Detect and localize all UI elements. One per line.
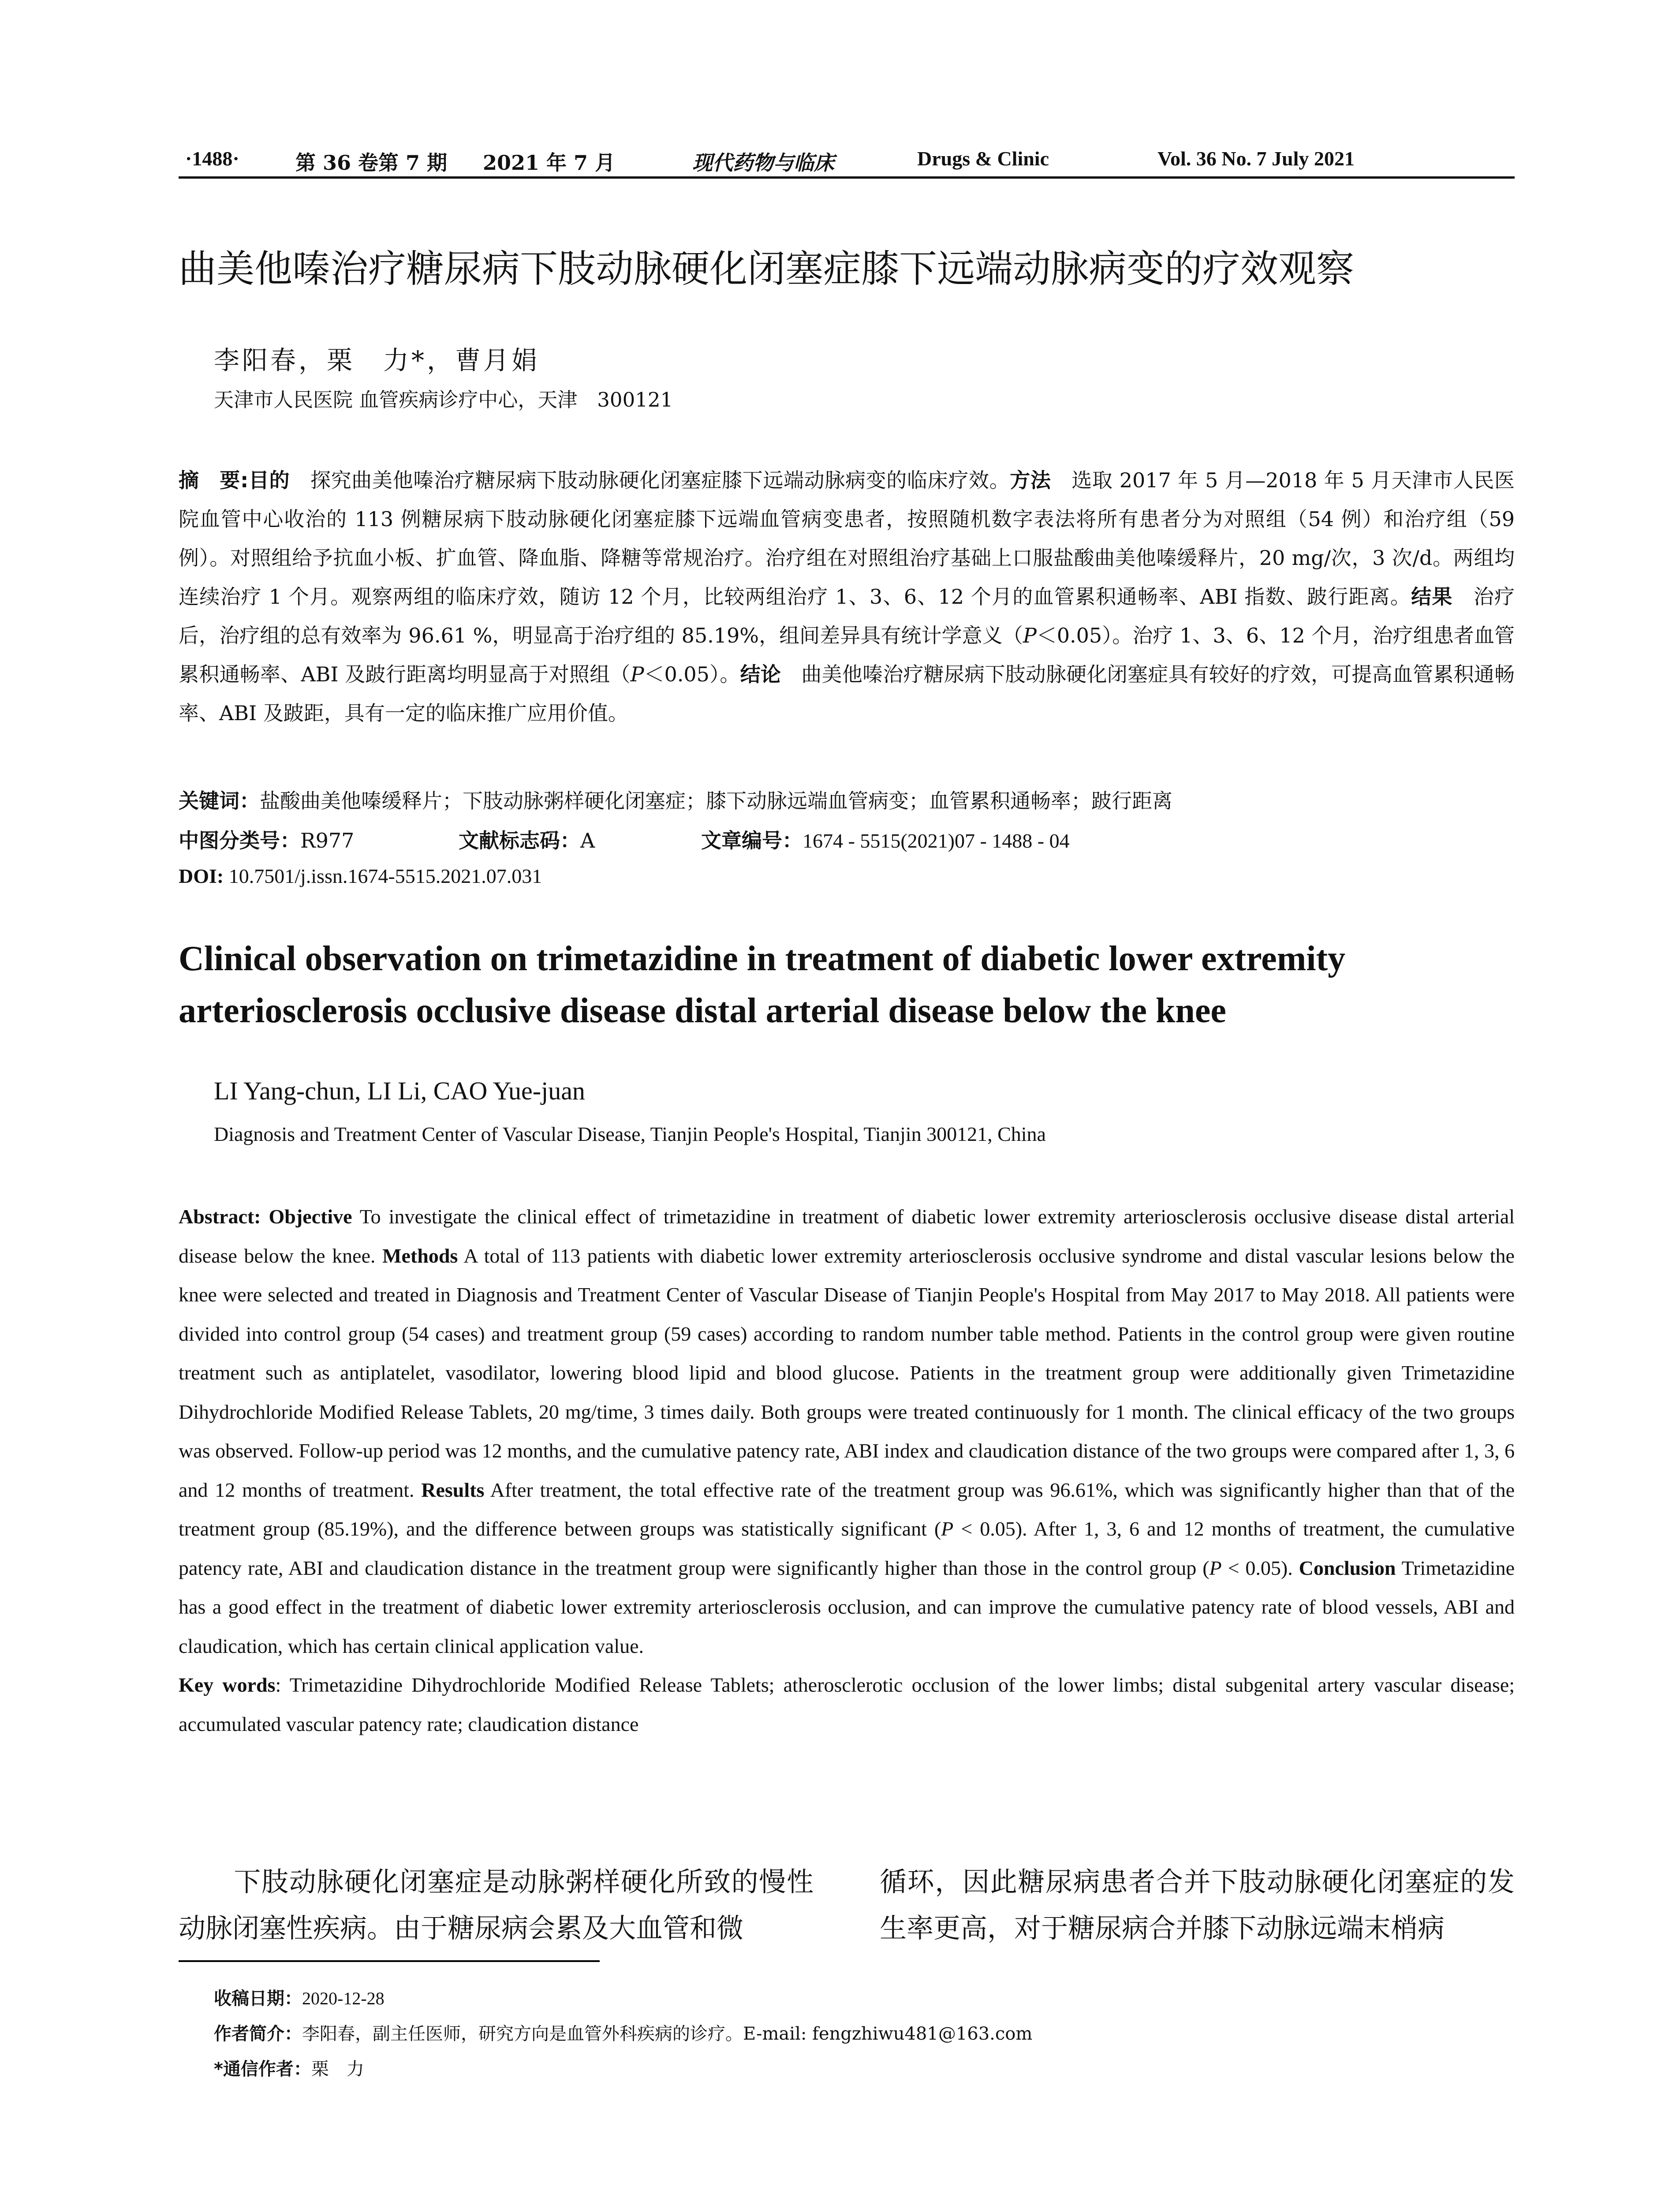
en-title: [179, 933, 1515, 1037]
doi: [179, 864, 542, 888]
cn-objective: 探究曲美他嗪治疗糖尿病下肢动脉硬化闭塞症膝下远端动脉病变的临床疗效。: [290, 468, 1010, 492]
received-label: 收稿日期：: [214, 1988, 302, 2009]
cn-results-b: ＜0.05）。治疗 1、3、6、12 个月，治疗组患者血管累积通畅率、ABI 及跛行距离均明显高于对照组（: [179, 624, 1515, 686]
en-p-symbol: P: [941, 1517, 954, 1540]
doi-value: 10.7501/j.issn.1674-5515.2021.07.031: [224, 865, 542, 887]
en-conclusion: Trimetazidine has a good effect in the treatment of diabetic lower extremity arteriosclerosis occlusion, and can improve the cumulative patency rate of blood vessels, ABI and claudication, which has certain clinical application value.: [179, 1556, 1515, 1657]
cn-conclusion: 曲美他嗪治疗糖尿病下肢动脉硬化闭塞症具有较好的疗效，可提高血管累积通畅率、ABI 及跛距，具有一定的临床推广应用价值。: [179, 662, 1515, 725]
page-number: ·1488·: [185, 147, 239, 170]
cn-keywords-label: 关键词：: [179, 789, 260, 813]
en-results-c: < 0.05).: [1221, 1556, 1299, 1579]
received-date: 2020-12-28: [302, 1988, 385, 2008]
cn-article-number: [701, 825, 1070, 854]
cn-methods-label: 方法: [1010, 468, 1051, 492]
footnote-received: [214, 1984, 385, 2010]
corresponding-author: 栗 力: [311, 2059, 364, 2079]
footnote-bio: [214, 2020, 1032, 2045]
cn-conclusion-label: 结论: [740, 662, 781, 686]
cn-title: 曲美他嗪治疗糖尿病下肢动脉硬化闭塞症膝下远端动脉病变的疗效观察: [179, 247, 1354, 291]
body-column-right: 循环，因此糖尿病患者合并下肢动脉硬化闭塞症的发生率更高，对于糖尿病合并膝下动脉远端末梢病: [880, 1866, 1515, 1944]
en-affiliation: Diagnosis and Treatment Center of Vascular Disease, Tianjin People's Hospital, Tianjin 300121, China: [214, 1123, 1046, 1145]
en-p-symbol: P: [1209, 1556, 1222, 1579]
en-results-b: < 0.05). After 1, 3, 6 and 12 months of treatment, the cumulative patency rate, ABI and claudication distance in the treatment group were significantly higher than those in the control group (: [179, 1517, 1515, 1579]
doccode-label: 文献标志码：: [459, 829, 580, 852]
cn-p-symbol: P: [630, 662, 644, 686]
footnote-corresponding: [214, 2055, 364, 2080]
en-methods: A total of 113 patients with diabetic lower extremity arteriosclerosis occlusive syndrome and distal vascular lesions below the knee were selected and treated in Diagnosis and Treatment Center of Vascular Disease of Tianjin People's Hospital from May 2017 to May 2018. All patients were divided into control group (54 cases) and treatment group (59 cases) according to random number table method. Patients in the control group were given routine treatment such as antiplatelet, vasodilator, lowering blood lipid and blood glucose. Patients in the treatment group were additionally given Trimetazidine Dihydrochloride Modified Release Tablets, 20 mg/time, 3 times daily. Both groups were treated continuously for 1 month. The clinical efficacy of the two groups was observed. Follow-up period was 12 months, and the cumulative patency rate, ABI index and claudication distance of the two groups were compared after 1, 3, 6 and 12 months of treatment.: [179, 1244, 1515, 1501]
cn-results-label: 结果: [1411, 585, 1453, 609]
en-title-line-1: Clinical observation on trimetazidine in treatment of diabetic lower extremity: [179, 939, 1346, 978]
body-column-left: 下肢动脉硬化闭塞症是动脉粥样硬化所致的慢性动脉闭塞性疾病。由于糖尿病会累及大血管和微: [179, 1866, 814, 1944]
doi-label: DOI:: [179, 865, 224, 887]
en-conclusion-label: Conclusion: [1299, 1556, 1396, 1579]
en-keywords-label: Key words: [179, 1674, 276, 1696]
cn-abstract: [179, 461, 1515, 733]
corresponding-label: *通信作者：: [214, 2059, 311, 2079]
clc-label: 中图分类号：: [179, 829, 300, 852]
en-objective-label: Objective: [269, 1205, 352, 1228]
en-abstract: [179, 1197, 1515, 1744]
header-rule: [179, 176, 1515, 179]
cn-keywords-text: 盐酸曲美他嗪缓释片；下肢动脉粥样硬化闭塞症；膝下动脉远端血管病变；血管累积通畅率；跛行距离: [260, 789, 1172, 813]
cn-doccode: [459, 825, 595, 854]
cn-classification: [179, 825, 354, 854]
article-number-value: 1674 - 5515(2021)07 - 1488 - 04: [803, 830, 1070, 852]
running-header: [179, 143, 1515, 176]
date-cn: 2021 年 7 月: [483, 151, 616, 175]
cn-keywords: [179, 785, 1172, 814]
journal-cn: 现代药物与临床: [692, 151, 834, 175]
cn-affiliation: 天津市人民医院 血管疾病诊疗中心，天津 300121: [214, 388, 673, 411]
cn-objective-label: 目的: [248, 468, 290, 492]
bio-text: 李阳春，副主任医师，研究方向是血管外科疾病的诊疗。E-mail: fengzhiwu481@163.com: [302, 2024, 1033, 2044]
cn-authors: 李阳春，栗 力*，曹月娟: [214, 345, 540, 375]
cn-results-a: 治疗后，治疗组的总有效率为 96.61 %，明显高于治疗组的 85.19%，组间差异具有统计学意义（: [179, 585, 1515, 647]
footnote-rule: [179, 1960, 600, 1962]
volume-cn: 第 36 卷第 7 期: [295, 151, 448, 175]
cn-results-c: ＜0.05）。: [644, 662, 740, 686]
en-authors: LI Yang-chun, LI Li, CAO Yue-juan: [214, 1076, 585, 1105]
clc-value: R977: [300, 829, 355, 852]
en-abstract-label: Abstract:: [179, 1205, 261, 1228]
volume-en: Vol. 36 No. 7 July 2021: [1157, 147, 1355, 170]
cn-methods: 选取 2017 年 5 月—2018 年 5 月天津市人民医院血管中心收治的 113 例糖尿病下肢动脉硬化闭塞症膝下远端血管病变患者，按照随机数字表法将所有患者分为对照组（54 例）和治疗组（59 例）。对照组给予抗血小板、扩血管、降血脂、降糖等常规治疗。治疗组在对照组治疗基础上口服盐酸曲美他嗪缓释片，20 mg/次，3 次/d。两组均连续治疗 1 个月。观察两组的临床疗效，随访 12 个月，比较两组治疗 1、3、6、12 个月的血管累积通畅率、ABI 指数、跛行距离。: [179, 468, 1515, 609]
doccode-value: A: [580, 829, 595, 852]
en-results-a: After treatment, the total effective rate of the treatment group was 96.61%, which was significantly higher than that of the treatment group (85.19%), and the difference between groups was statistically significant (: [179, 1478, 1515, 1540]
cn-p-symbol: P: [1023, 624, 1037, 647]
en-objective: To investigate the clinical effect of trimetazidine in treatment of diabetic lower extremity arteriosclerosis occlusive disease distal arterial disease below the knee.: [179, 1205, 1515, 1267]
journal-en: Drugs & Clinic: [917, 147, 1049, 170]
en-title-line-2: arteriosclerosis occlusive disease distal arterial disease below the knee: [179, 991, 1226, 1030]
en-keywords: : Trimetazidine Dihydrochloride Modified Release Tablets; atherosclerotic occlusion of the lower limbs; distal subgenital artery vascular disease; accumulated vascular patency rate; claudication distance: [179, 1674, 1515, 1735]
cn-abstract-label: 摘 要:: [179, 468, 249, 492]
article-number-label: 文章编号：: [701, 829, 803, 852]
en-methods-label: Methods: [382, 1244, 458, 1267]
bio-label: 作者简介：: [214, 2024, 302, 2044]
en-results-label: Results: [421, 1478, 485, 1501]
